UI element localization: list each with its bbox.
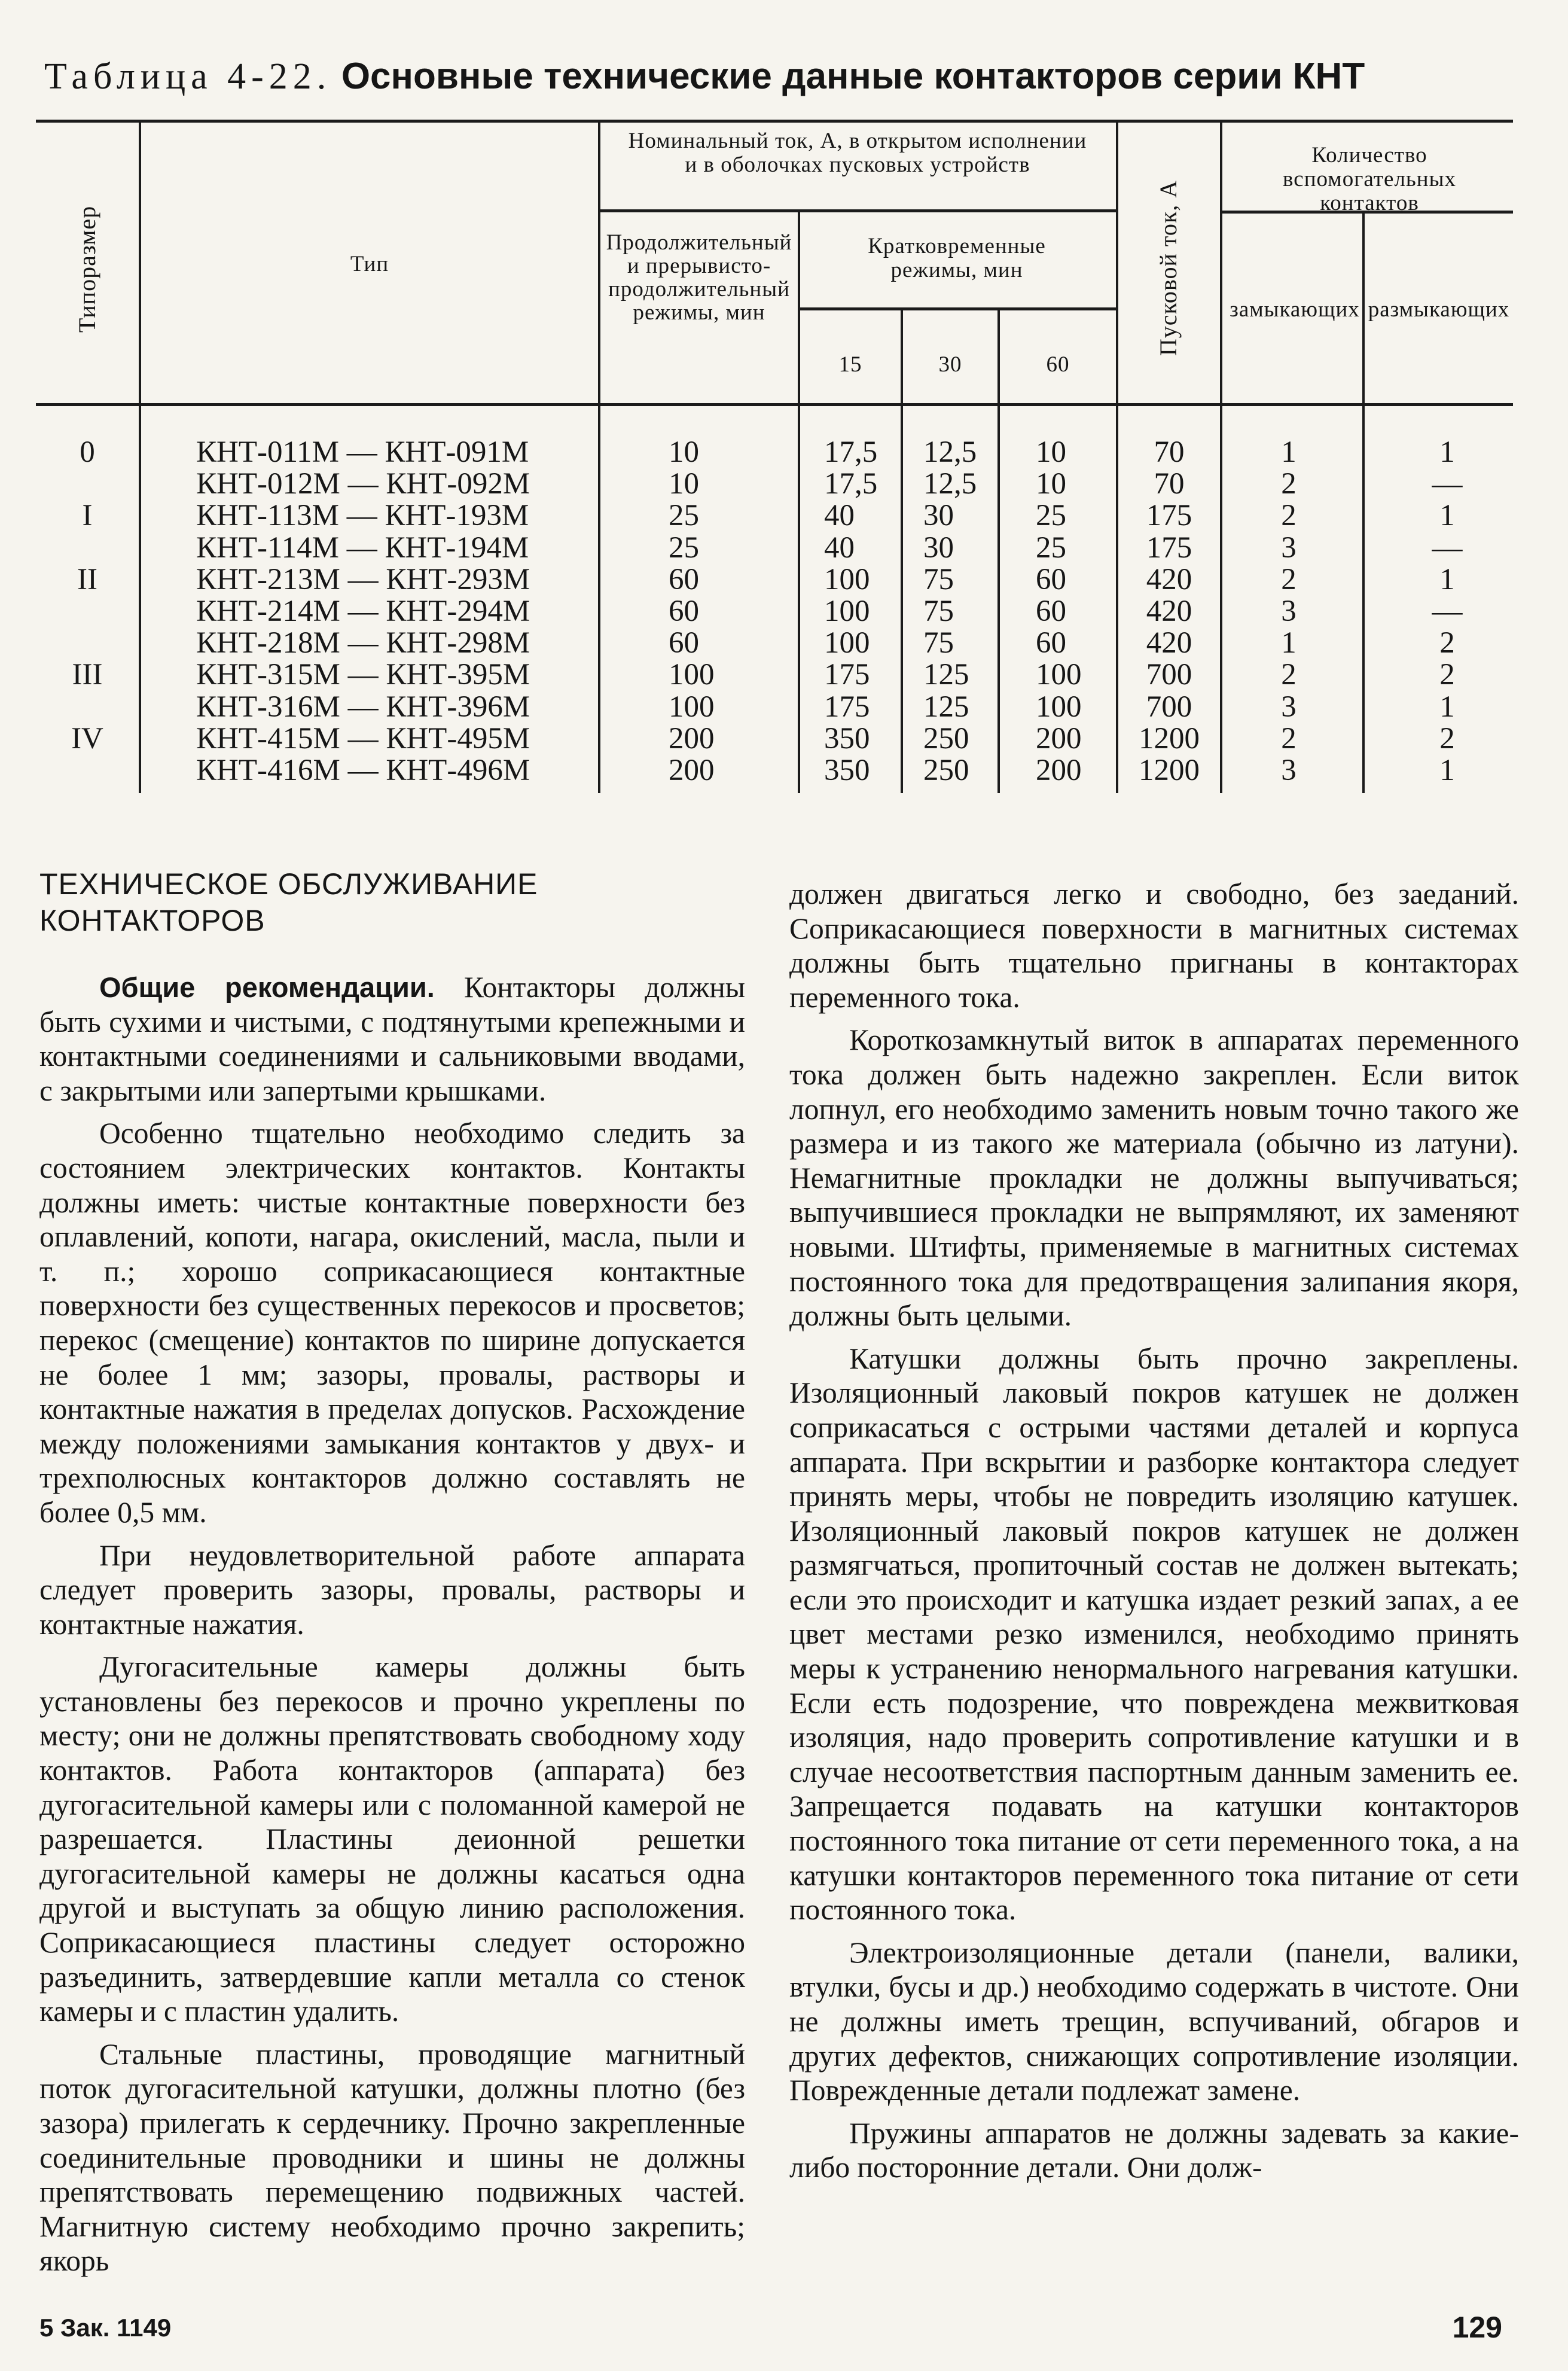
header-closing: замыкающих: [1230, 297, 1360, 322]
cell-opening: —: [1432, 467, 1463, 501]
cell-15min: 40: [824, 531, 855, 565]
cell-continuous: 60: [669, 562, 699, 596]
col-frame-size: [36, 437, 139, 787]
cell-type: КНТ-415М — КНТ-495М: [196, 721, 530, 755]
cell-15min: 100: [824, 594, 870, 628]
cell-60min: 100: [1036, 690, 1082, 724]
cell-closing: 3: [1281, 531, 1297, 565]
cell-60min: 25: [1036, 531, 1066, 565]
paragraph: Стальные пластины, проводящие магнитный поток дугогасительной катушки, должны плотно (без зазора) прилегать к сердечнику. Прочно закрепленные соединительные проводники и шины не должны препятствовать перемещению подвижных частей. Магнитную систему необходимо прочно закрепить; якорь: [39, 2037, 745, 2278]
cell-opening: 2: [1439, 626, 1455, 660]
cell-frame-size: III: [72, 658, 103, 692]
header-rated-current: Номинальный ток, А, в открытом исполнении и в оболочках пусковых устройств: [628, 129, 1087, 177]
cell-30min: 125: [923, 658, 969, 692]
cell-frame-size: [36, 755, 139, 787]
col-type: [196, 437, 598, 787]
cell-60min: 100: [1036, 658, 1082, 692]
cell-type: КНТ-113М — КНТ-193М: [196, 499, 529, 533]
header-type: Тип: [350, 252, 389, 276]
cell-30min: 75: [923, 562, 954, 596]
cell-30min: 75: [923, 594, 954, 628]
cell-starting-current: 420: [1146, 594, 1192, 628]
contactor-table: [36, 120, 1513, 807]
cell-opening: 1: [1439, 435, 1455, 469]
cell-15min: 40: [824, 499, 855, 533]
cell-60min: 60: [1036, 562, 1066, 596]
page-title: [44, 55, 1527, 98]
cell-60min: 200: [1036, 721, 1082, 755]
cell-type: КНТ-011М — КНТ-091М: [196, 435, 529, 469]
cell-starting-current: 175: [1146, 499, 1192, 533]
cell-opening: 1: [1439, 562, 1455, 596]
paragraph: Дугогасительные камеры должны быть установлены без перекосов и прочно укреплены по месту; они не должны препятствовать свободному ходу контактов. Работа контакторов (аппарата) без дугогасительной камеры или с поломанной камерой не разрешается. Пластины деионной решетки дугогасительной камеры не должны касаться одна другой и выступать за общую линию расположения. Соприкасающиеся пластины следует осторожно разъединить, затвердевшие капли металла со стенок камеры и с пластин удалить.: [39, 1650, 745, 2028]
cell-continuous: 25: [669, 531, 699, 565]
cell-continuous: 10: [669, 467, 699, 501]
cell-starting-current: 175: [1146, 531, 1192, 565]
cell-closing: 2: [1281, 658, 1297, 692]
cell-continuous: 200: [669, 721, 715, 755]
cell-type: КНТ-315М — КНТ-395М: [196, 658, 530, 692]
cell-closing: 2: [1281, 721, 1297, 755]
cell-30min: 125: [923, 690, 969, 724]
col-closing-contacts: [1250, 437, 1328, 787]
col-continuous: [669, 437, 794, 787]
cell-closing: 2: [1281, 467, 1297, 501]
section-heading: ТЕХНИЧЕСКОЕ ОБСЛУЖИВАНИЕ КОНТАКТОРОВ: [39, 867, 538, 937]
header-aux-contacts: Количество вспомогательных контактов: [1283, 143, 1456, 215]
cell-30min: 250: [923, 721, 969, 755]
header-opening: размыкающих: [1368, 297, 1510, 322]
left-column: [39, 970, 745, 2278]
cell-closing: 2: [1281, 562, 1297, 596]
paragraph: [39, 970, 745, 1108]
cell-opening: 2: [1439, 658, 1455, 692]
cell-15min: 17,5: [824, 435, 878, 469]
order-number: 5 Зак. 1149: [39, 2314, 172, 2342]
header-30: 30: [938, 352, 962, 377]
cell-frame-size: [36, 468, 139, 500]
paragraph: При неудовлетворительной работе аппарата следует проверить зазоры, провалы, растворы и контактные нажатия.: [39, 1538, 745, 1641]
short-time-rule: [799, 307, 1116, 310]
cell-60min: 200: [1036, 753, 1082, 787]
cell-starting-current: 1200: [1139, 753, 1200, 787]
col-rule-30: [997, 309, 1000, 793]
cell-closing: 2: [1281, 499, 1297, 533]
cell-type: КНТ-214М — КНТ-294М: [196, 594, 530, 628]
cell-closing: 3: [1281, 753, 1297, 787]
col-rule-type: [598, 120, 600, 793]
cell-continuous: 60: [669, 594, 699, 628]
cell-starting-current: 1200: [1139, 721, 1200, 755]
rated-group-rule: [599, 209, 1116, 212]
cell-type: КНТ-012М — КНТ-092М: [196, 467, 530, 501]
cell-opening: 1: [1439, 690, 1455, 724]
right-column: [789, 877, 1519, 2185]
header-frame-size: Типоразмер: [74, 205, 100, 333]
col-starting-current: [1118, 437, 1220, 787]
cell-frame-size: [36, 627, 139, 659]
cell-continuous: 25: [669, 499, 699, 533]
cell-frame-size: [36, 596, 139, 627]
header-60: 60: [1046, 352, 1070, 377]
col-rule-15: [901, 309, 903, 793]
cell-frame-size: 0: [80, 435, 95, 469]
cell-type: КНТ-114М — КНТ-194М: [196, 531, 529, 565]
cell-starting-current: 70: [1154, 435, 1185, 469]
header-bottom-rule: [36, 403, 1513, 406]
cell-closing: 1: [1281, 435, 1297, 469]
cell-closing: 3: [1281, 690, 1297, 724]
cell-opening: 1: [1439, 753, 1455, 787]
paragraph: Короткозамкнутый виток в аппаратах переменного тока должен быть надежно закреплен. Если виток лопнул, его необходимо заменить новым точно такого же размера и из такого же материала (обычно из латуни). Немагнитные прокладки не должны выпучиваться; выпучившиеся прокладки не выпрямляют, их заменяют новыми. Штифты, применяемые в магнитных системах постоянного тока для предотвращения залипания якоря, должны быть целыми.: [789, 1023, 1519, 1333]
cell-starting-current: 700: [1146, 658, 1192, 692]
cell-closing: 3: [1281, 594, 1297, 628]
cell-60min: 60: [1036, 626, 1066, 660]
cell-type: КНТ-218М — КНТ-298М: [196, 626, 530, 660]
col-15min: [824, 437, 901, 787]
cell-continuous: 200: [669, 753, 715, 787]
cell-60min: 25: [1036, 499, 1066, 533]
cell-frame-size: [36, 532, 139, 564]
cell-opening: 2: [1439, 721, 1455, 755]
cell-30min: 75: [923, 626, 954, 660]
cell-30min: 12,5: [923, 467, 977, 501]
cell-closing: 1: [1281, 626, 1297, 660]
cell-frame-size: I: [82, 499, 93, 533]
cell-frame-size: [36, 691, 139, 723]
table-caption: Основные технические данные контакторов серии КНТ: [341, 56, 1365, 97]
col-rule-continuous: [798, 211, 800, 793]
paragraph-text: Контакторы должны быть сухими и чистыми, с подтянутыми крепежными и контактными соединениями и сальниковыми вводами, с закрытыми или запертыми крышками.: [39, 971, 746, 1107]
cell-continuous: 10: [669, 435, 699, 469]
col-30min: [923, 437, 997, 787]
cell-30min: 30: [923, 531, 954, 565]
cell-15min: 350: [824, 721, 870, 755]
cell-15min: 17,5: [824, 467, 878, 501]
cell-opening: —: [1432, 594, 1463, 628]
cell-15min: 100: [824, 626, 870, 660]
col-rule-frame: [139, 120, 141, 793]
col-60min: [1036, 437, 1116, 787]
cell-15min: 175: [824, 658, 870, 692]
col-opening-contacts: [1387, 437, 1507, 787]
table-top-rule: [36, 120, 1513, 123]
cell-opening: 1: [1439, 499, 1455, 533]
cell-starting-current: 70: [1154, 467, 1185, 501]
header-starting-current: Пусковой ток, А: [1155, 179, 1182, 356]
cell-15min: 100: [824, 562, 870, 596]
paragraph: должен двигаться легко и свободно, без заеданий. Соприкасающиеся поверхности в магнитных системах должны быть тщательно пригнаны в контакторах переменного тока.: [789, 877, 1519, 1014]
cell-starting-current: 420: [1146, 626, 1192, 660]
cell-frame-size: II: [77, 562, 97, 596]
lead-in: Общие рекомендации.: [99, 971, 435, 1003]
cell-continuous: 60: [669, 626, 699, 660]
cell-opening: —: [1432, 531, 1463, 565]
cell-continuous: 100: [669, 658, 715, 692]
cell-30min: 30: [923, 499, 954, 533]
cell-type: КНТ-213М — КНТ-293М: [196, 562, 530, 596]
cell-starting-current: 700: [1146, 690, 1192, 724]
cell-frame-size: IV: [71, 721, 103, 755]
page-number: 129: [1452, 2311, 1502, 2344]
cell-type: КНТ-316М — КНТ-396М: [196, 690, 530, 724]
paragraph: Пружины аппаратов не должны задевать за какие-либо посторонние детали. Они долж-: [789, 2116, 1519, 2184]
paragraph: Особенно тщательно необходимо следить за состоянием электрических контактов. Контакты должны иметь: чистые контактные поверхности без оплавлений, копоти, нагара, окислений, масла, пыли и т. п.; хорошо соприкасающиеся контактные поверхности без существенных перекосов и просветов; перекос (смещение) контактов по ширине допускается не более 1 мм; зазоры, провалы, растворы и контактные нажатия в пределах допусков. Расхождение между положениями замыкания контактов у двух- и трехполюсных контакторов должно составлять не более 0,5 мм.: [39, 1117, 745, 1529]
col-rule-start: [1220, 120, 1222, 793]
cell-30min: 250: [923, 753, 969, 787]
table-label: Таблица 4-22.: [44, 56, 332, 97]
cell-60min: 10: [1036, 467, 1066, 501]
cell-30min: 12,5: [923, 435, 977, 469]
cell-60min: 10: [1036, 435, 1066, 469]
cell-starting-current: 420: [1146, 562, 1192, 596]
cell-continuous: 100: [669, 690, 715, 724]
cell-60min: 60: [1036, 594, 1066, 628]
header-15: 15: [838, 352, 862, 377]
cell-15min: 175: [824, 690, 870, 724]
cell-type: КНТ-416М — КНТ-496М: [196, 753, 530, 787]
paragraph: Электроизоляционные детали (панели, валики, втулки, бусы и др.) необходимо содержать в чистоте. Они не должны иметь трещин, вспучиваний, обгаров и других дефектов, снижающих сопротивление изоляции. Поврежденные детали подлежат замене.: [789, 1936, 1519, 2107]
header-short-time: Кратковременные режимы, мин: [868, 234, 1046, 282]
header-continuous: Продолжительный и прерывисто-продолжительный режимы, мин: [606, 230, 792, 325]
paragraph: Катушки должны быть прочно закреплены. Изоляционный лаковый покров катушек не должен соприкасаться с острыми частями деталей и корпуса аппарата. При вскрытии и разборке контактора следует принять меры, чтобы не повредить изоляцию катушек. Изоляционный лаковый покров катушек не должен размягчаться, пропиточный состав не должен вытекать; если это происходит и катушка издает резкий запах, а ее цвет местами резко изменился, необходимо принять меры к устранению ненормального нагревания катушки. Если есть подозрение, что повреждена межвитковая изоляция, надо проверить сопротивление катушки и в случае несоответствия паспортным данным заменить ее. Запрещается подавать на катушки контакторов постоянного тока питание от сети переменного тока, а на катушки контакторов переменного тока питание от сети постоянного тока.: [789, 1342, 1519, 1927]
cell-15min: 350: [824, 753, 870, 787]
